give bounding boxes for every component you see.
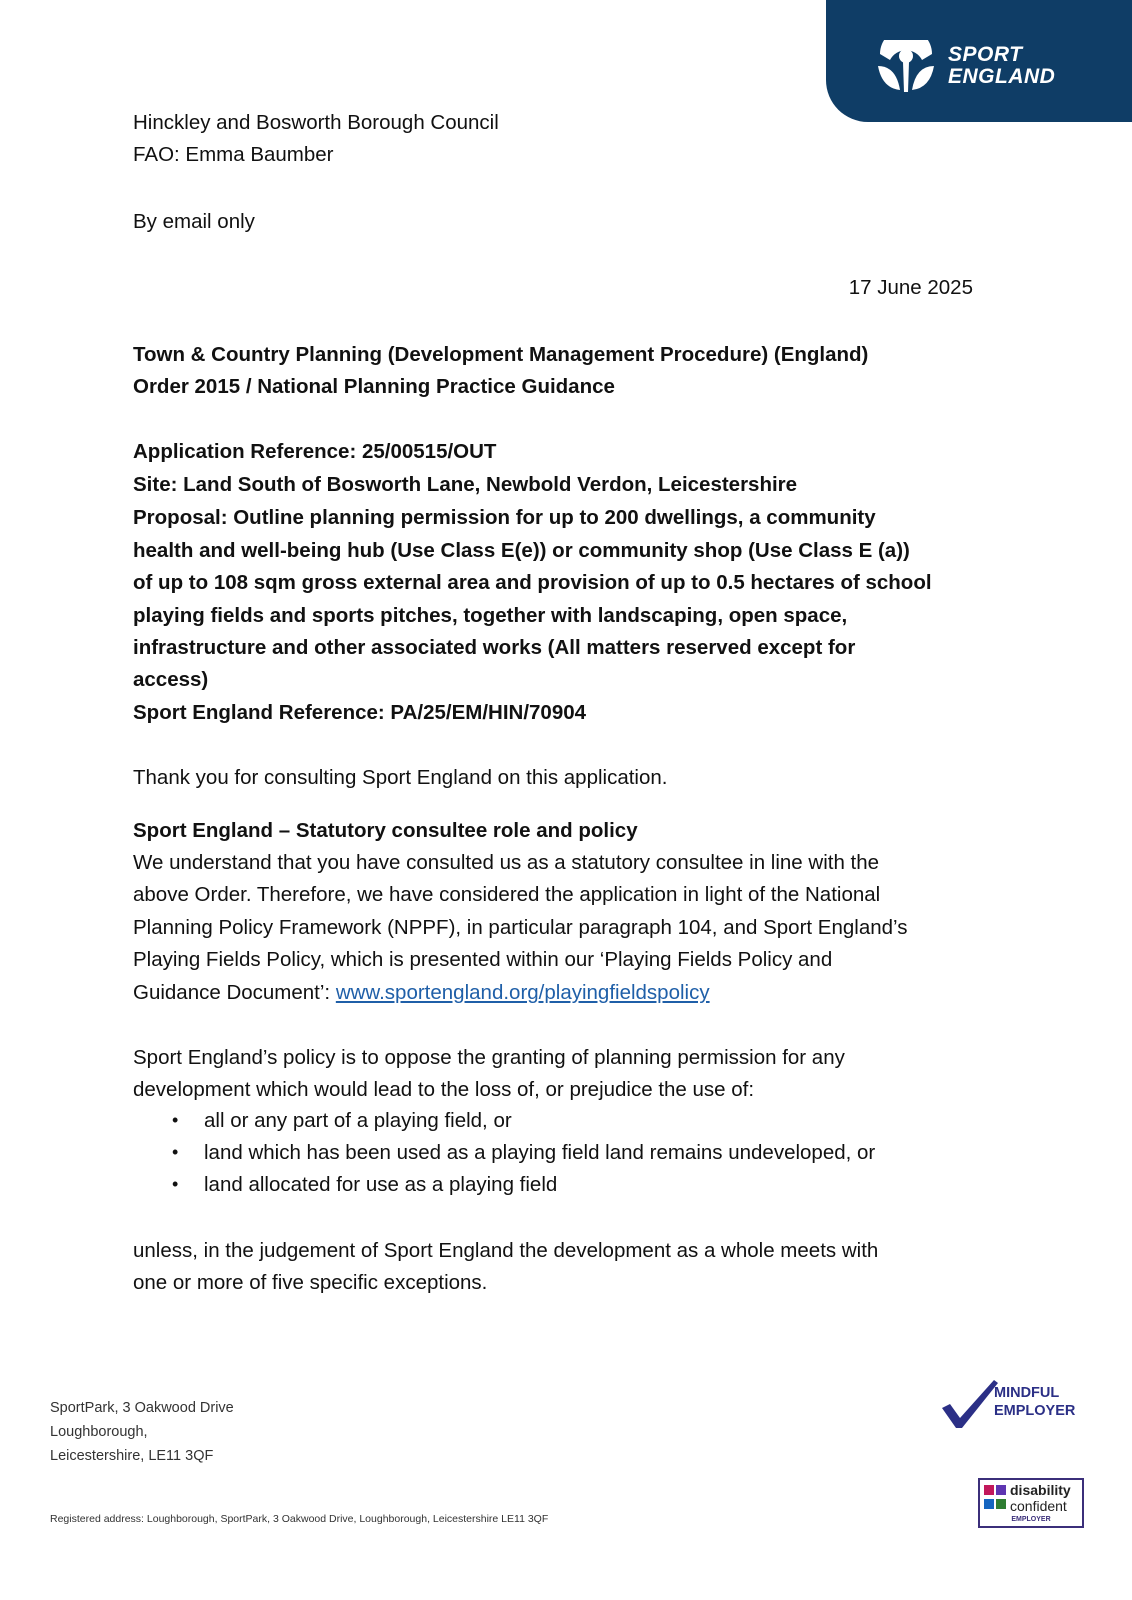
disability-confident-logo: [978, 1478, 1084, 1528]
recipient-org: Hinckley and Bosworth Borough Council: [133, 111, 499, 134]
proposal-line: health and well-being hub (Use Class E(e)) or community shop (Use Class E (a)): [133, 539, 910, 562]
thanks-text: Thank you for consulting Sport England on this application.: [133, 766, 668, 789]
checkmark-icon: [942, 1380, 998, 1430]
bullet-item: land which has been used as a playing field land remains undeveloped, or: [204, 1141, 876, 1164]
para3-line: unless, in the judgement of Sport England the development as a whole meets with: [133, 1239, 879, 1262]
employer-text: EMPLOYER: [994, 1403, 1076, 1419]
para1-line: above Order. Therefore, we have considered the application in light of the National: [133, 883, 881, 906]
para1-line: Playing Fields Policy, which is presented within our ‘Playing Fields Policy and: [133, 948, 833, 971]
logo-line-1: SPORT: [948, 43, 1023, 66]
bullet-icon: •: [172, 1110, 179, 1130]
proposal-line: playing fields and sports pitches, together with landscaping, open space,: [133, 604, 848, 627]
para2-line: development which would lead to the loss of, or prejudice the use of:: [133, 1078, 755, 1101]
bullet-item: land allocated for use as a playing field: [204, 1173, 558, 1196]
letter-date: 17 June 2025: [848, 276, 973, 299]
bullet-icon: •: [172, 1174, 179, 1194]
proposal-line: access): [133, 668, 209, 691]
confident-text: confident: [1010, 1498, 1067, 1514]
footer-address-line: Leicestershire, LE11 3QF: [50, 1448, 214, 1464]
mindful-text: MINDFUL: [994, 1385, 1060, 1401]
heading-line: Order 2015 / National Planning Practice Guidance: [133, 375, 615, 398]
para1-last-text: Guidance Document’:: [133, 981, 336, 1004]
proposal-line: infrastructure and other associated works (All matters reserved except for: [133, 636, 856, 659]
heading-line: Town & Country Planning (Development Management Procedure) (England): [133, 343, 869, 366]
bullet-icon: •: [172, 1142, 179, 1162]
disability-text: disability: [1010, 1482, 1071, 1498]
proposal-line: Proposal: Outline planning permission for up to 200 dwellings, a community: [133, 506, 876, 529]
playing-fields-policy-link[interactable]: www.sportengland.org/playingfieldspolicy: [335, 981, 710, 1004]
mindful-employer-logo: [942, 1380, 1076, 1435]
para1-line: Planning Policy Framework (NPPF), in particular paragraph 104, and Sport England’s: [133, 916, 908, 939]
site: Site: Land South of Bosworth Lane, Newbold Verdon, Leicestershire: [133, 473, 798, 496]
para1-line: [133, 977, 710, 1009]
application-reference: Application Reference: 25/00515/OUT: [133, 440, 497, 463]
proposal-line: of up to 108 sqm gross external area and provision of up to 0.5 hectares of school: [133, 571, 932, 594]
registered-address: Registered address: Loughborough, SportPark, 3 Oakwood Drive, Loughborough, Leicestershire LE11 3QF: [50, 1513, 549, 1525]
logo-wordmark: [948, 44, 1055, 88]
logo-line-2: ENGLAND: [948, 65, 1056, 88]
dc-square-icon: [996, 1485, 1006, 1495]
para1-line: We understand that you have consulted us as a statutory consultee in line with the: [133, 851, 880, 874]
dc-square-icon: [984, 1499, 994, 1509]
footer-address-line: Loughborough,: [50, 1424, 148, 1440]
dc-square-icon: [996, 1499, 1006, 1509]
sport-england-reference: Sport England Reference: PA/25/EM/HIN/70904: [133, 701, 587, 724]
footer-address-line: SportPark, 3 Oakwood Drive: [50, 1400, 234, 1416]
bullet-item: all or any part of a playing field, or: [204, 1109, 512, 1132]
section-title: Sport England – Statutory consultee role and policy: [133, 819, 638, 842]
sport-england-emblem-icon: [876, 40, 936, 96]
recipient-fao: FAO: Emma Baumber: [133, 143, 334, 166]
delivery-method: By email only: [133, 210, 255, 233]
dc-square-icon: [984, 1485, 994, 1495]
sport-england-logo: [826, 0, 1132, 122]
para2-line: Sport England’s policy is to oppose the granting of planning permission for any: [133, 1046, 845, 1069]
dc-employer-text: EMPLOYER: [1011, 1516, 1051, 1523]
para3-line: one or more of five specific exceptions.: [133, 1271, 488, 1294]
